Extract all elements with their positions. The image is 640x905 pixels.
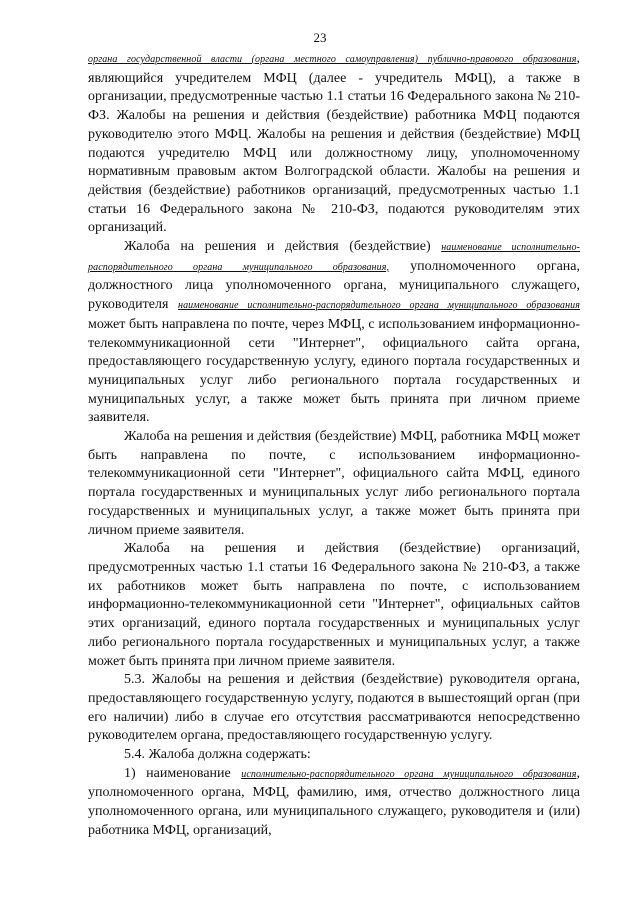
paragraph-section-5-4: 5.4. Жалоба должна содержать:: [124, 747, 311, 763]
document-body: [88, 50, 580, 841]
placeholder-executive-body-name: наименование исполнительно-распорядительного органа муниципального образования,: [88, 242, 580, 273]
paragraph-complaint-channels-authority: [88, 238, 580, 428]
paragraph-text: может быть направлена по почте, через МФЦ, с использованием информационно-телекоммуникационной сети "Интернет", официального сайта органа, предоставляющего государственную услугу, единого портала государственных и муниципальных услуг либо регионального портала государственных и муниципальных услуг, а также может быть принята при личном приеме заявителя.: [88, 316, 580, 426]
placeholder-executive-body-name: исполнительно-распорядительного органа муниципального образования: [241, 768, 577, 780]
paragraph-complaint-channels-mfc: Жалоба на решения и действия (бездействие) МФЦ, работника МФЦ может быть направлена по почте, с использованием информационно-телекоммуникационной сети "Интернет", официального сайта МФЦ, единого портала государственных и муниципальных услуг либо регионального портала государственных и муниципальных услуг, а также может быть принята при личном приеме заявителя.: [88, 429, 580, 538]
paragraph-complaint-recipients: [88, 50, 580, 238]
paragraph-text: уполномоченного органа, должностного лица уполномоченного органа, муниципального служащего, руководителя: [88, 258, 580, 313]
paragraph-text: , являющийся учредителем МФЦ (далее - учредитель МФЦ), а также в организации, предусмотренные частью 1.1 статьи 16 Федерального закона № 210-ФЗ. Жалобы на решения и действия (бездействие) работника МФЦ подаются руководителю этого МФЦ. Жалобы на решения и действия (бездействие) МФЦ подаются учредителю МФЦ или должностному лицу, уполномоченному нормативным правовым актом Волгоградской области. Жалобы на решения и действия (бездействие) работников организаций, предусмотренных частью 1.1 статьи 16 Федерального закона № 210-ФЗ, подаются руководителям этих организаций.: [88, 51, 580, 236]
paragraph-item-1: [88, 765, 580, 841]
paragraph-complaint-channels-organizations: Жалоба на решения и действия (бездействие) организаций, предусмотренных частью 1.1 статьи 16 Федерального закона № 210-ФЗ, а также их работников может быть направлена по почте, с использованием информационно-телекоммуникационной сети "Интернет", официальных сайтов этих организаций, единого портала государственных и муниципальных услуг либо регионального портала государственных и муниципальных услуг, а также может быть принята при личном приеме заявителя.: [88, 541, 580, 669]
placeholder-authority-name: органа государственной власти (органа местного самоуправления) публично-правового образования: [88, 54, 577, 65]
page-number: 23: [313, 30, 327, 45]
placeholder-executive-body-name: наименование исполнительно-распорядительного органа муниципального образования: [178, 300, 580, 312]
paragraph-section-5-3: 5.3. Жалобы на решения и действия (бездействие) руководителя органа, предоставляющего государственную услугу, подаются в вышестоящий орган (при его наличии) либо в случае его отсутствия рассматриваются непосредственно руководителем органа, предоставляющего государственную услугу.: [88, 672, 580, 744]
paragraph-text: , уполномоченного органа, МФЦ, фамилию, имя, отчество должностного лица уполномоченного органа, или муниципального служащего, руководителя и (или) работника МФЦ, организаций,: [88, 765, 580, 838]
paragraph-text: Жалоба на решения и действия (бездействие): [124, 239, 442, 255]
paragraph-text: 1) наименование: [124, 765, 242, 781]
